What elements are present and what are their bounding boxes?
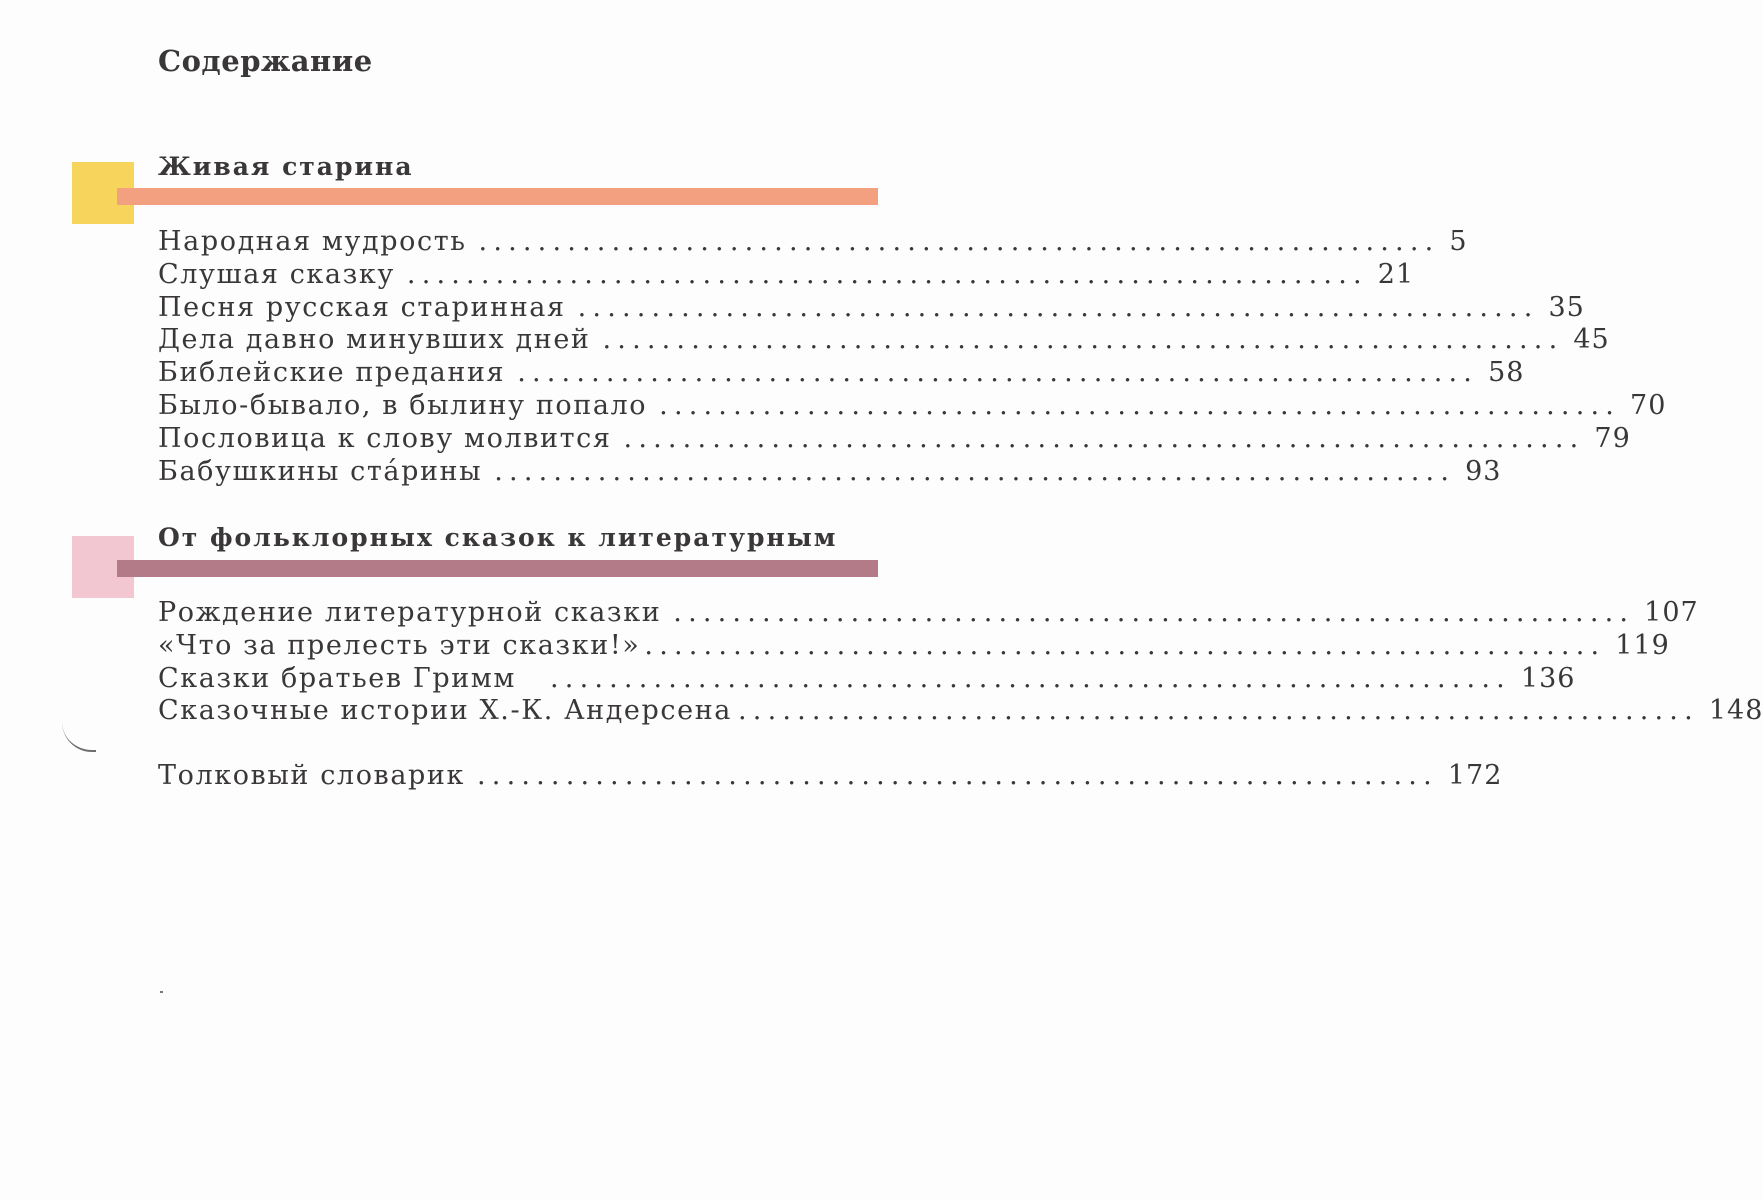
toc-entry-page: 93	[1465, 455, 1502, 487]
toc-entry-page: 70	[1630, 389, 1667, 421]
leader-dots: .................................................................	[659, 389, 1621, 421]
leader-dots: .................................................................	[478, 226, 1440, 257]
section-divider-bar	[117, 560, 878, 577]
leader-dots: .................................................................	[738, 695, 1699, 727]
toc-entry-page: 172	[1447, 760, 1503, 791]
leader-dots: .................................................................	[577, 291, 1539, 323]
toc-entry[interactable]	[158, 258, 1415, 292]
toc-entry-title: «Что за прелесть эти сказки!»	[158, 629, 641, 661]
toc-entry-page: 79	[1594, 422, 1631, 454]
toc-entry[interactable]	[158, 695, 1763, 728]
toc-entry[interactable]	[158, 662, 1576, 696]
toc-entry-page: 35	[1548, 291, 1585, 323]
toc-entry-title: Сказки братьев Гримм	[158, 662, 517, 694]
section-header-1	[0, 152, 900, 226]
leader-dots: .................................................................	[477, 760, 1438, 791]
page-title: Содержание	[158, 44, 373, 78]
toc-entry[interactable]	[158, 455, 1502, 489]
toc-entry-page: 119	[1615, 629, 1670, 661]
leader-dots: .................................................................	[406, 258, 1368, 290]
toc-entry-title: Слушая сказку	[158, 258, 395, 290]
leader-dots: .................................................................	[623, 422, 1585, 454]
toc-entry[interactable]	[158, 226, 1468, 259]
section-divider-bar	[117, 188, 878, 205]
toc-entry-title: Толковый словарик	[158, 760, 465, 791]
toc-entry[interactable]	[158, 597, 1699, 630]
toc-entry-title: Бабушкины ста́рины	[158, 455, 483, 487]
toc-list-section-2	[158, 597, 1763, 728]
toc-entry[interactable]	[158, 324, 1610, 357]
section-header-2	[0, 523, 900, 600]
page-corner-mark	[62, 722, 96, 752]
leader-dots: .................................................................	[602, 324, 1564, 356]
toc-entry-title: Дела давно минувших дней	[158, 324, 591, 356]
section-title: Живая старина	[158, 152, 414, 181]
toc-entry[interactable]	[158, 422, 1631, 456]
toc-entry-page: 21	[1377, 258, 1415, 290]
toc-entry-title: Сказочные истории Х.-К. Андерсена	[158, 695, 732, 727]
toc-entry[interactable]	[158, 389, 1667, 423]
toc-entry-title: Пословица к слову молвится	[158, 422, 612, 454]
toc-entry-page: 45	[1573, 324, 1610, 356]
toc-entry-title: Рождение литературной сказки	[158, 597, 662, 628]
print-speck	[160, 991, 163, 993]
toc-entry-page: 136	[1520, 662, 1576, 694]
section-title: От фольклорных сказок к литературным	[158, 523, 838, 552]
toc-entry[interactable]	[158, 629, 1670, 663]
toc-entry-title: Песня русская старинная	[158, 291, 566, 323]
toc-entry[interactable]	[158, 357, 1525, 390]
leader-dots: .................................................................	[673, 597, 1635, 628]
toc-entry-page: 148	[1708, 695, 1763, 727]
toc-entry-page: 58	[1488, 357, 1525, 389]
toc-entry-title: Библейские предания	[158, 357, 506, 389]
toc-entry-title: Народная мудрость	[158, 226, 467, 257]
leader-dots: .................................................................	[644, 629, 1606, 661]
toc-entry-page: 5	[1449, 226, 1468, 257]
leader-dots: .................................................................	[517, 357, 1479, 389]
toc-entry-glossary[interactable]	[158, 760, 1503, 793]
toc-entry-title: Было-бывало, в былину попало	[158, 389, 648, 421]
toc-list-glossary	[158, 760, 1503, 793]
toc-entry[interactable]	[158, 291, 1585, 325]
leader-dots: .................................................................	[494, 455, 1456, 487]
toc-entry-page: 107	[1644, 597, 1699, 628]
toc-list-section-1	[158, 226, 1667, 488]
leader-dots: .................................................................	[550, 662, 1511, 694]
